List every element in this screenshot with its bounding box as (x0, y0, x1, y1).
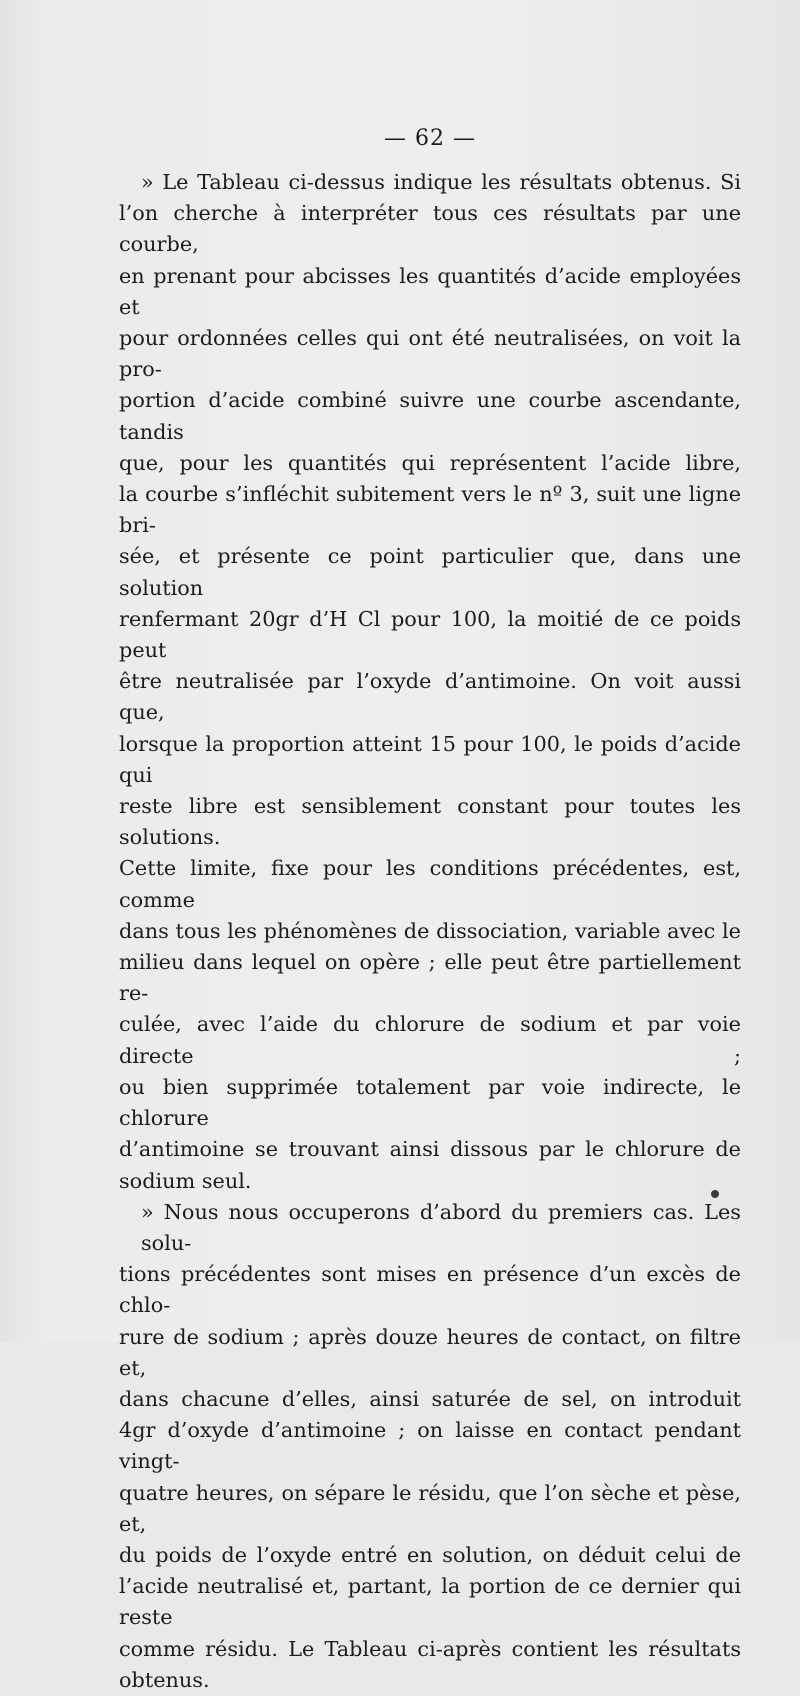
text-line: quatre heures, on sépare le résidu, que l’on sèche et pèse, et, (119, 1480, 741, 1536)
text-line: d’antimoine se trouvant ainsi dissous par le chlorure de (119, 1137, 741, 1162)
text-line: milieu dans lequel on opère ; elle peut être partiellement re- (119, 950, 741, 1006)
text-line: du poids de l’oxyde entré en solution, on déduit celui de (119, 1542, 741, 1567)
text-line: la courbe s’infléchit subitement vers le nº 3, suit une ligne bri- (119, 482, 741, 538)
text-line: l’on cherche à interpréter tous ces résultats par une courbe, (119, 201, 741, 257)
text-line: pour ordonnées celles qui ont été neutralisées, on voit la pro- (119, 326, 741, 382)
text-line: renfermant 20gr d’H Cl pour 100, la moitié de ce poids peut (119, 606, 741, 663)
paragraph-2 (119, 1197, 741, 1696)
text-line: être neutralisée par l’oxyde d’antimoine. On voit aussi que, (119, 669, 741, 725)
text-line: culée, avec l’aide du chlorure de sodium et par voie directe ; (119, 1012, 741, 1068)
text-line: en prenant pour abcisses les quantités d’acide employées et (119, 263, 741, 319)
text-line: lorsque la proportion atteint 15 pour 100, le poids d’acide qui (119, 731, 741, 787)
ink-spot (711, 1190, 719, 1198)
text-line: l’acide neutralisé et, partant, la portion de ce dernier qui reste (119, 1574, 741, 1630)
text-line: obtenus. (119, 1667, 210, 1692)
text-line: sée, et présente ce point particulier que, dans une solution (119, 544, 741, 600)
page-number: — 62 — (384, 126, 476, 151)
text-line: ou bien supprimée totalement par voie indirecte, le chlorure (119, 1074, 741, 1131)
text-line: sodium seul. (119, 1168, 252, 1193)
text-line: comme résidu. Le Tableau ci-après contient les résultats (119, 1636, 741, 1661)
text-line: Cette limite, fixe pour les conditions précédentes, est, comme (119, 856, 741, 912)
text-line: reste libre est sensiblement constant pour toutes les solutions. (119, 794, 741, 850)
text-line: portion d’acide combiné suivre une courbe ascendante, tandis (119, 388, 741, 444)
text-line: tions précédentes sont mises en présence d’un excès de chlo- (119, 1262, 741, 1318)
body-text (119, 167, 741, 1696)
text-line: 4gr d’oxyde d’antimoine ; on laisse en contact pendant vingt- (119, 1418, 741, 1474)
text-line: » Le Tableau ci-dessus indique les résultats obtenus. Si (141, 170, 741, 194)
text-line: dans tous les phénomènes de dissociation, variable avec le (119, 918, 741, 943)
text-line: que, pour les quantités qui représentent l’acide libre, (119, 450, 741, 475)
paragraph-1 (119, 167, 741, 1197)
text-line: dans chacune d’elles, ainsi saturée de sel, on introduit (119, 1386, 741, 1411)
text-line: rure de sodium ; après douze heures de contact, on filtre et, (119, 1324, 741, 1380)
text-line: » Nous nous occuperons d’abord du premiers cas. Les solu- (141, 1199, 741, 1255)
